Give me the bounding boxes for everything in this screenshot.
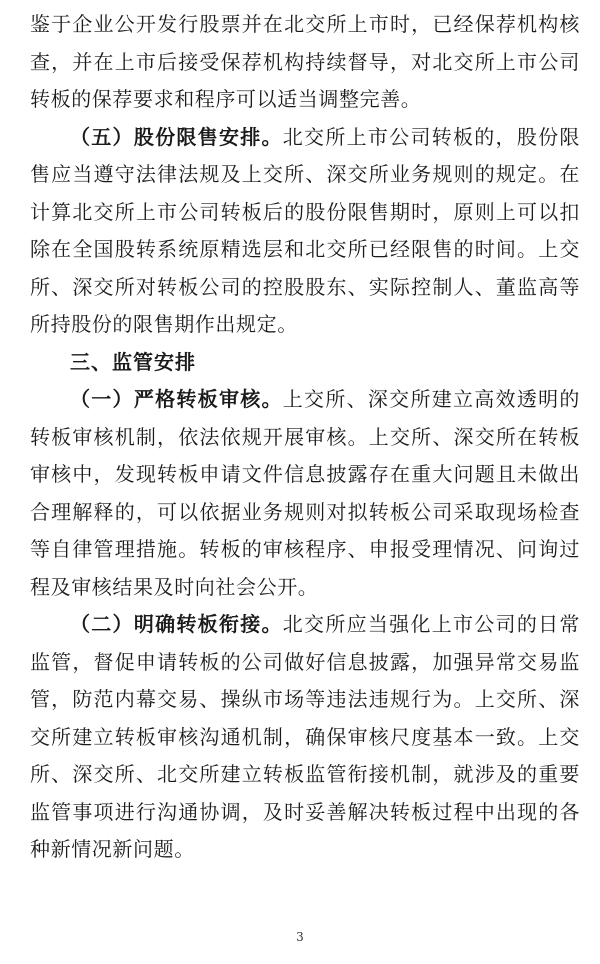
paragraph-text: 北交所上市公司转板的，股份限售应当遵守法律法规及上交所、深交所业务规则的规定。在计算北交所上市公司转板后的股份限售期时，原则上可以扣除在全国股转系统原精选层和北交所已经限售的时间。上交所、深交所对转板公司的控股股东、实际控制人、董监高等所持股份的限售期作出规定。 [30,124,580,336]
paragraph-sponsor-continuation [30,6,580,119]
section-heading-supervision: 三、监管安排 [70,349,196,374]
paragraph-lead-title: （五）股份限售安排。 [70,124,283,149]
paragraph-clear-connection [30,606,580,869]
paragraph-text: 上交所、深交所建立高效透明的转板审核机制，依法依规开展审核。上交所、深交所在转板审核中，发现转板申请文件信息披露存在重大问题且未做出合理解释的，可以依据业务规则对拟转板公司采取现场检查等自律管理措施。转板的审核程序、申报受理情况、问询过程及审核结果及时向社会公开。 [30,387,580,599]
paragraph-text: 北交所应当强化上市公司的日常监管，督促申请转板的公司做好信息披露，加强异常交易监管，防范内幕交易、操纵市场等违法违规行为。上交所、深交所建立转板审核沟通机制，确保审核尺度基本一致。上交所、深交所、北交所建立转板监管衔接机制，就涉及的重要监管事项进行沟通协调，及时妥善解决转板过程中出现的各种新情况新问题。 [30,612,580,861]
page-number: 3 [296,930,304,944]
paragraph-lead-title: （二）明确转板衔接。 [70,612,283,636]
paragraph-lead-title: （一）严格转板审核。 [70,387,283,411]
paragraph-share-sale-arrangement [30,119,580,344]
paragraph-strict-review [30,381,580,606]
paragraph-text: 鉴于企业公开发行股票并在北交所上市时，已经保荐机构核查，并在上市后接受保荐机构持续督导，对北交所上市公司转板的保荐要求和程序可以适当调整完善。 [30,12,580,111]
document-body [30,6,580,869]
